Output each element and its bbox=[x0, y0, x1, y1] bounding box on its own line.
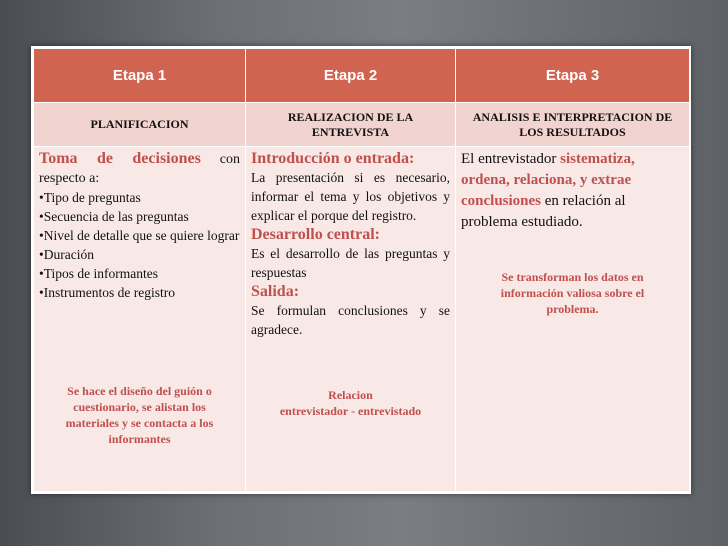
cell-etapa-2 bbox=[246, 147, 456, 492]
list-item: •Tipo de preguntas bbox=[39, 190, 141, 205]
cell-etapa-3 bbox=[456, 147, 690, 492]
stages-table bbox=[33, 48, 690, 492]
col2-dev-text: Es el desarrollo de las preguntas y respuestas bbox=[251, 246, 450, 280]
list-item: •Nivel de detalle que se quiere lograr bbox=[39, 228, 240, 243]
subheader-realizacion: REALIZACION DE LA ENTREVISTA bbox=[246, 103, 456, 147]
col2-exit-text: Se formulan conclusiones y se agradece. bbox=[251, 303, 450, 337]
col2-intro-heading: Introducción o entrada: bbox=[251, 150, 415, 167]
cell-etapa-1 bbox=[34, 147, 246, 492]
header-etapa-2: Etapa 2 bbox=[246, 49, 456, 103]
subheader-analisis: ANALISIS E INTERPRETACION DE LOS RESULTADOS bbox=[456, 103, 690, 147]
list-item: •Instrumentos de registro bbox=[39, 285, 175, 300]
subheader-planificacion: PLANIFICACION bbox=[34, 103, 246, 147]
col2-exit-heading: Salida: bbox=[251, 283, 300, 300]
col3-text-start: El entrevistador bbox=[461, 151, 561, 167]
list-item: •Duración bbox=[39, 247, 94, 262]
col3-note: Se transforman los datos en información valiosa sobre el problema. bbox=[500, 270, 645, 316]
col1-lead bbox=[39, 149, 240, 188]
col3-text-end: en relación al problema estudiado. bbox=[461, 193, 626, 230]
list-item: •Tipos de informantes bbox=[39, 266, 158, 281]
list-item: •Secuencia de las preguntas bbox=[39, 209, 189, 224]
col2-note-text: entrevistador - entrevistado bbox=[279, 404, 422, 418]
col3-text-red: sistematiza, ordena, relaciona, y extrae conclusiones bbox=[461, 151, 635, 209]
col1-lead-rest: con respecto a: bbox=[39, 152, 240, 186]
col3-text bbox=[461, 149, 684, 233]
col2-note-title: Relacion bbox=[328, 388, 373, 402]
header-etapa-3: Etapa 3 bbox=[456, 49, 690, 103]
col2-dev-heading: Desarrollo central: bbox=[251, 226, 380, 243]
col2-intro-text: La presentación si es necesario, informar el tema y los objetivos y explicar el porque del registro. bbox=[251, 170, 450, 223]
col1-lead-red: Toma de decisiones bbox=[39, 150, 201, 167]
slide-table-frame bbox=[31, 46, 691, 494]
col1-note: Se hace el diseño del guión o cuestionario, se alistan los materiales y se contacta a los informantes bbox=[65, 384, 214, 446]
header-etapa-1: Etapa 1 bbox=[34, 49, 246, 103]
